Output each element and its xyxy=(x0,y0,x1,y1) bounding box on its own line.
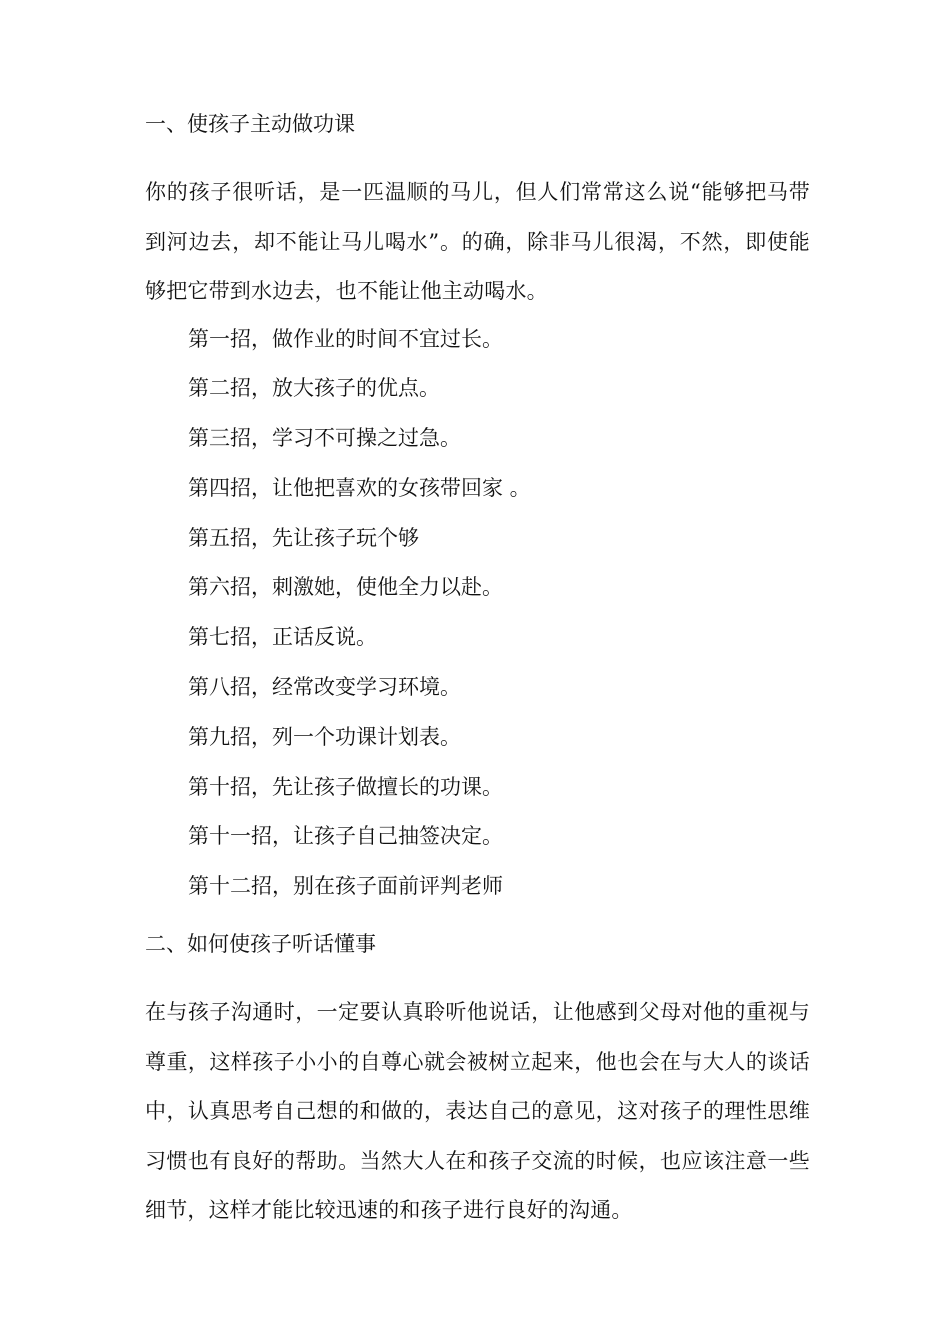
tip-item-7: 第七招，正话反说。 xyxy=(188,625,377,650)
tips-list xyxy=(145,315,810,913)
tip-item-1: 第一招，做作业的时间不宜过长。 xyxy=(188,326,503,351)
section-1-paragraph: 你的孩子很听话，是一匹温顺的马儿，但人们常常这么说“能够把马带到河边去，却不能让马儿喝水”。的确，除非马儿很渴，不然，即使能够把它带到水边去，也不能让他主动喝水。 xyxy=(145,180,810,303)
tip-item-12: 第十二招，别在孩子面前评判老师 xyxy=(188,874,503,899)
section-2-heading: 二、如何使孩子听话懂事 xyxy=(145,932,376,957)
tip-item-6: 第六招，刺激她，使他全力以赴。 xyxy=(188,575,503,600)
section-2-paragraph: 在与孩子沟通时，一定要认真聆听他说话，让他感到父母对他的重视与尊重，这样孩子小小的自尊心就会被树立起来，他也会在与大人的谈话中，认真思考自己想的和做的，表达自己的意见，这对孩子的理性思维习惯也有良好的帮助。当然大人在和孩子交流的时候，也应该注意一些细节，这样才能比较迅速的和孩子进行良好的沟通。 xyxy=(145,1000,810,1223)
tip-item-8: 第八招，经常改变学习环境。 xyxy=(188,675,461,700)
document-body xyxy=(145,114,810,1236)
tip-item-2: 第二招，放大孩子的优点。 xyxy=(188,376,440,401)
tip-item-4: 第四招，让他把喜欢的女孩带回家 。 xyxy=(188,475,531,500)
tip-item-3: 第三招，学习不可操之过急。 xyxy=(188,426,461,451)
tip-item-10: 第十招，先让孩子做擅长的功课。 xyxy=(188,774,503,799)
tip-item-9: 第九招，列一个功课计划表。 xyxy=(188,724,461,749)
tip-item-5: 第五招，先让孩子玩个够 xyxy=(188,525,419,550)
tip-item-11: 第十一招，让孩子自己抽签决定。 xyxy=(188,824,503,849)
section-spacer xyxy=(145,912,810,934)
section-1-heading: 一、使孩子主动做功课 xyxy=(145,112,355,136)
